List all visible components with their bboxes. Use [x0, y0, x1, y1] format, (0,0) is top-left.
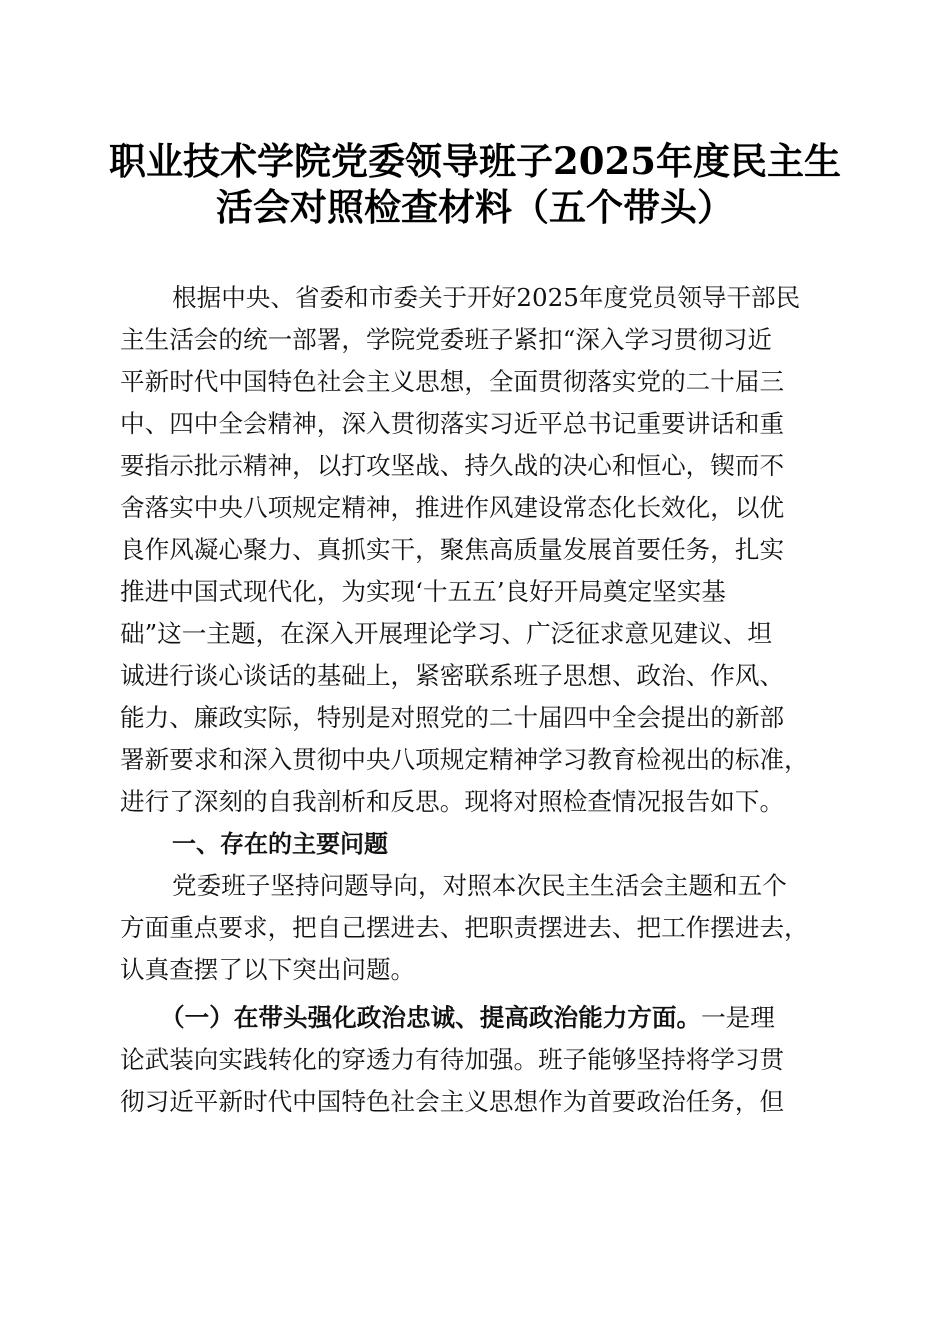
paragraph-1-line-12: 署新要求和深入贯彻中央八项规定精神学习教育检视出的标准，: [120, 745, 809, 774]
paragraph-2-line-2: 方面重点要求，把自己摆进去、把职责摆进去、把工作摆进去，: [120, 913, 809, 942]
paragraph-1-line-13: 进行了深刻的自我剖析和反思。现将对照检查情况报告如下。: [120, 787, 785, 816]
paragraph-1-line-6: 舍落实中央八项规定精神，推进作风建设常态化长效化，以优: [120, 493, 785, 522]
section-1-heading: 一、存在的主要问题: [172, 830, 388, 858]
paragraph-1-line-10: 诚进行谈心谈话的基础上，紧密联系班子思想、政治、作风、: [120, 661, 785, 690]
paragraph-1-line-8: 推进中国式现代化，为实现‘十五五’良好开局奠定坚实基: [120, 577, 726, 606]
paragraph-2-line-1: 党委班子坚持问题导向，对照本次民主生活会主题和五个: [172, 871, 787, 900]
subsection-1-lead-text: 一是理: [701, 1003, 775, 1032]
paragraph-1-line-11: 能力、廉政实际，特别是对照党的二十届四中全会提出的新部: [120, 703, 785, 732]
paragraph-3-line-2: 彻习近平新时代中国特色社会主义思想作为首要政治任务，但: [120, 1087, 785, 1116]
subsection-1-heading: （一）在带头强化政治忠诚、提高政治能力方面。: [160, 1003, 702, 1032]
document-title-line-2: 活会对照检查材料（五个带头）: [216, 185, 734, 229]
paragraph-1-line-4: 中、四中全会精神，深入贯彻落实习近平总书记重要讲话和重: [120, 409, 785, 438]
paragraph-1-line-5: 要指示批示精神，以打攻坚战、持久战的决心和恒心，锲而不: [120, 451, 785, 480]
document-title-line-1: 职业技术学院党委领导班子2025年度民主生: [109, 139, 841, 183]
paragraph-1-line-2: 主生活会的统一部署，学院党委班子紧扣“深入学习贯彻习近: [120, 325, 773, 354]
paragraph-2-line-3: 认真查摆了以下突出问题。: [120, 955, 416, 984]
subsection-1-line: [160, 1003, 775, 1033]
paragraph-1-line-9: 础”这一主题，在深入开展理论学习、广泛征求意见建议、坦: [120, 619, 773, 648]
paragraph-3-line-1: 论武装向实践转化的穿透力有待加强。班子能够坚持将学习贯: [120, 1045, 785, 1074]
paragraph-1-line-1: 根据中央、省委和市委关于开好2025年度党员领导干部民: [172, 283, 801, 312]
paragraph-1-line-7: 良作风凝心聚力、真抓实干，聚焦高质量发展首要任务，扎实: [120, 535, 785, 564]
paragraph-1-line-3: 平新时代中国特色社会主义思想，全面贯彻落实党的二十届三: [120, 367, 785, 396]
